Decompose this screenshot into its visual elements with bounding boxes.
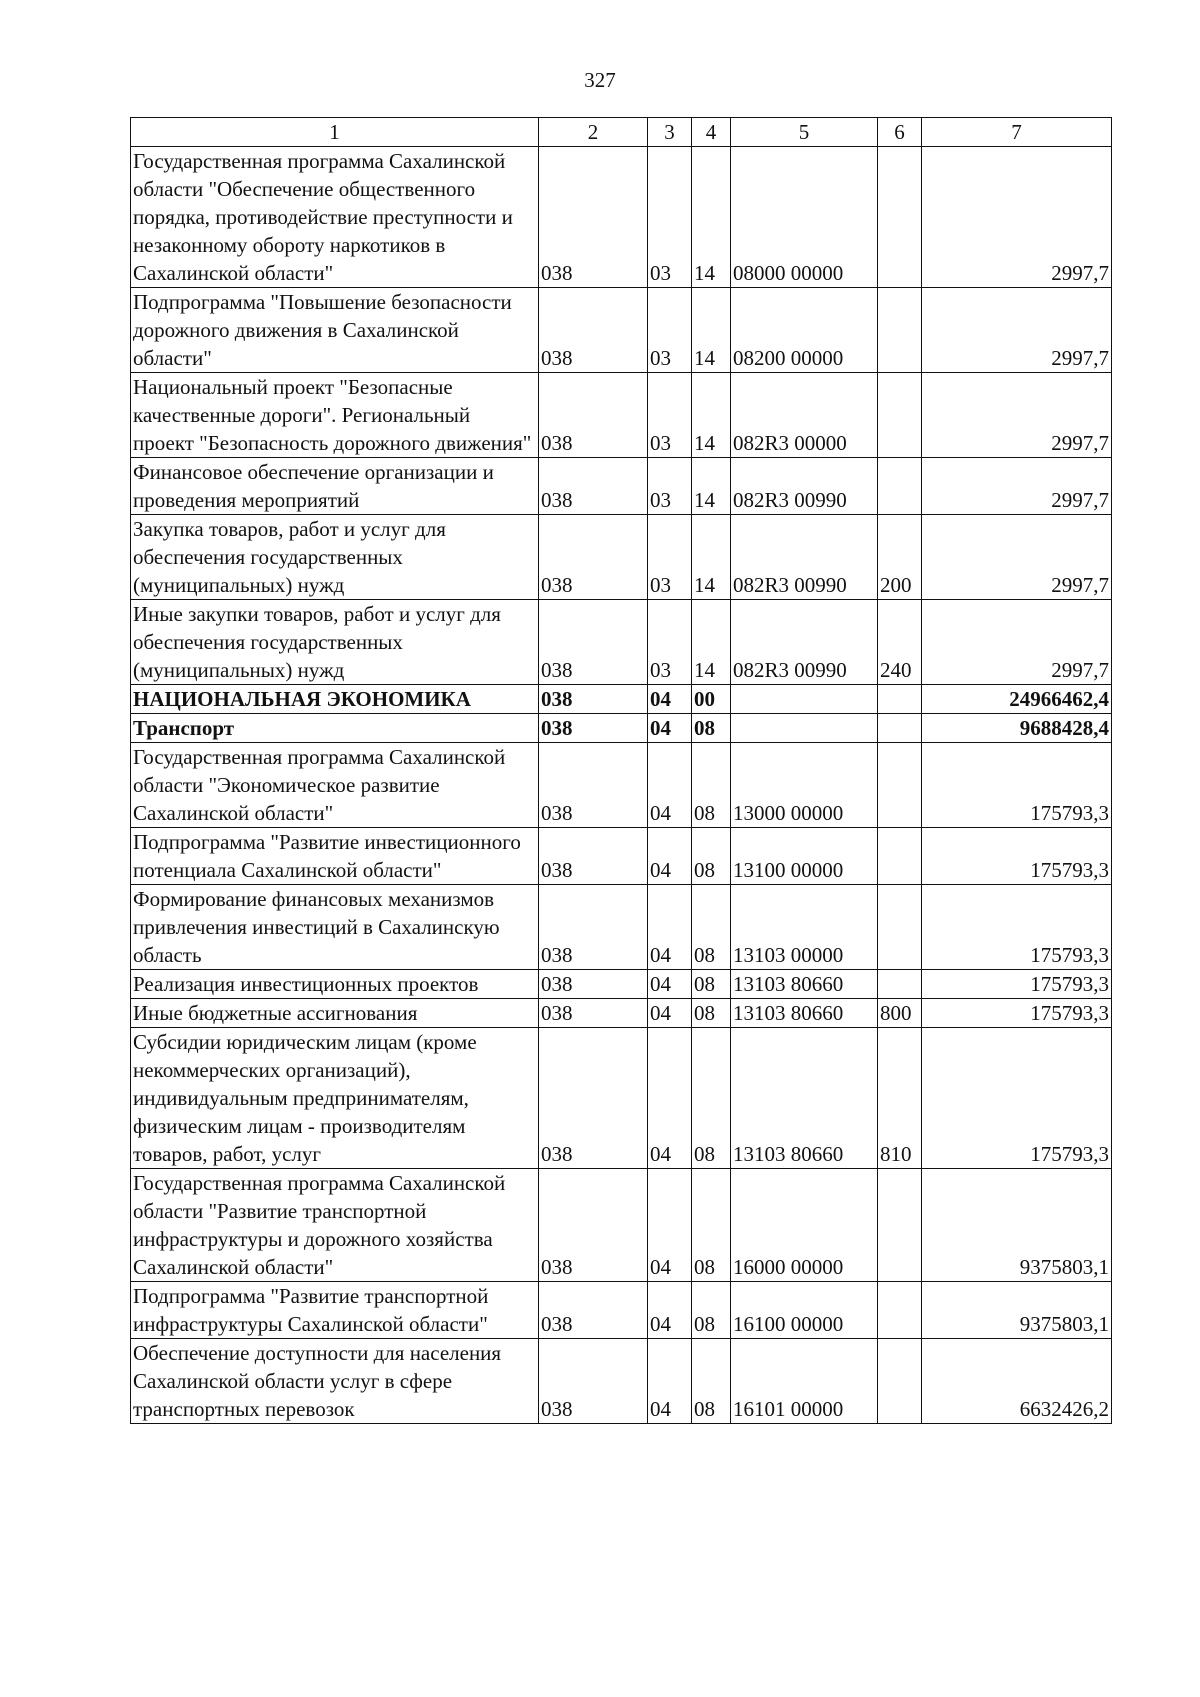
- row-name: НАЦИОНАЛЬНАЯ ЭКОНОМИКА: [131, 685, 539, 714]
- row-subsection-code: 08: [692, 970, 731, 999]
- row-name: Субсидии юридическим лицам (кроме некоммерческих организаций), индивидуальным предпринимателям, физическим лицам - производителям товаров, работ, услуг: [131, 1028, 539, 1169]
- row-amount: 175793,3: [922, 1028, 1112, 1169]
- row-gr-code: 038: [539, 1169, 648, 1282]
- row-expense-type: [878, 714, 922, 743]
- row-name: Подпрограмма "Развитие транспортной инфраструктуры Сахалинской области": [131, 1282, 539, 1339]
- row-target-article: 16101 00000: [731, 1339, 878, 1424]
- table-body: [131, 147, 1112, 1424]
- row-amount: 9375803,1: [922, 1282, 1112, 1339]
- row-section-code: 04: [648, 685, 692, 714]
- row-section-code: 04: [648, 714, 692, 743]
- table-row: [131, 714, 1112, 743]
- budget-table: [130, 117, 1112, 1424]
- row-amount: 9688428,4: [922, 714, 1112, 743]
- table-row: [131, 828, 1112, 885]
- row-target-article: 13103 80660: [731, 999, 878, 1028]
- row-section-code: 03: [648, 515, 692, 600]
- row-name: Государственная программа Сахалинской области "Обеспечение общественного порядка, противодействие преступности и незаконному обороту наркотиков в Сахалинской области": [131, 147, 539, 288]
- table-row: [131, 147, 1112, 288]
- row-expense-type: 240: [878, 600, 922, 685]
- row-section-code: 04: [648, 828, 692, 885]
- row-amount: 2997,7: [922, 147, 1112, 288]
- row-subsection-code: 08: [692, 743, 731, 828]
- table-row: [131, 600, 1112, 685]
- row-name: Подпрограмма "Повышение безопасности дорожного движения в Сахалинской области": [131, 288, 539, 373]
- row-subsection-code: 14: [692, 515, 731, 600]
- column-header-5: 5: [731, 118, 878, 147]
- row-amount: 175793,3: [922, 970, 1112, 999]
- row-amount: 175793,3: [922, 743, 1112, 828]
- table-row: [131, 999, 1112, 1028]
- row-section-code: 03: [648, 458, 692, 515]
- row-expense-type: 200: [878, 515, 922, 600]
- row-target-article: 082R3 00990: [731, 458, 878, 515]
- row-expense-type: [878, 743, 922, 828]
- row-subsection-code: 08: [692, 1282, 731, 1339]
- row-amount: 2997,7: [922, 600, 1112, 685]
- row-expense-type: [878, 1169, 922, 1282]
- row-gr-code: 038: [539, 999, 648, 1028]
- row-gr-code: 038: [539, 373, 648, 458]
- row-expense-type: [878, 458, 922, 515]
- row-name: Финансовое обеспечение организации и проведения мероприятий: [131, 458, 539, 515]
- row-amount: 175793,3: [922, 828, 1112, 885]
- row-gr-code: 038: [539, 600, 648, 685]
- table-row: [131, 458, 1112, 515]
- table-row: [131, 1339, 1112, 1424]
- table-row: [131, 743, 1112, 828]
- row-section-code: 04: [648, 885, 692, 970]
- row-expense-type: 800: [878, 999, 922, 1028]
- row-gr-code: 038: [539, 714, 648, 743]
- row-target-article: 13103 80660: [731, 970, 878, 999]
- row-target-article: 08000 00000: [731, 147, 878, 288]
- row-expense-type: [878, 1339, 922, 1424]
- row-name: Формирование финансовых механизмов привлечения инвестиций в Сахалинскую область: [131, 885, 539, 970]
- page-number: 327: [584, 68, 616, 92]
- table-row: [131, 970, 1112, 999]
- header-row: [131, 118, 1112, 147]
- row-target-article: 16000 00000: [731, 1169, 878, 1282]
- row-gr-code: 038: [539, 828, 648, 885]
- row-gr-code: 038: [539, 743, 648, 828]
- table-row: [131, 885, 1112, 970]
- table-row: [131, 515, 1112, 600]
- row-section-code: 04: [648, 1282, 692, 1339]
- row-gr-code: 038: [539, 1028, 648, 1169]
- column-header-3: 3: [648, 118, 692, 147]
- row-gr-code: 038: [539, 1339, 648, 1424]
- row-subsection-code: 14: [692, 458, 731, 515]
- row-section-code: 03: [648, 147, 692, 288]
- row-section-code: 04: [648, 999, 692, 1028]
- row-section-code: 04: [648, 1169, 692, 1282]
- row-target-article: 13103 80660: [731, 1028, 878, 1169]
- row-expense-type: [878, 373, 922, 458]
- column-header-7: 7: [922, 118, 1112, 147]
- row-subsection-code: 14: [692, 288, 731, 373]
- row-gr-code: 038: [539, 288, 648, 373]
- row-expense-type: 810: [878, 1028, 922, 1169]
- row-name: Реализация инвестиционных проектов: [131, 970, 539, 999]
- row-target-article: 08200 00000: [731, 288, 878, 373]
- row-subsection-code: 08: [692, 714, 731, 743]
- row-subsection-code: 08: [692, 885, 731, 970]
- row-expense-type: [878, 970, 922, 999]
- row-section-code: 03: [648, 288, 692, 373]
- row-subsection-code: 08: [692, 828, 731, 885]
- table-row: [131, 1282, 1112, 1339]
- table-row: [131, 1169, 1112, 1282]
- table-row: [131, 685, 1112, 714]
- row-section-code: 03: [648, 373, 692, 458]
- row-gr-code: 038: [539, 147, 648, 288]
- row-target-article: 13000 00000: [731, 743, 878, 828]
- row-amount: 9375803,1: [922, 1169, 1112, 1282]
- table-row: [131, 1028, 1112, 1169]
- table-row: [131, 373, 1112, 458]
- row-gr-code: 038: [539, 1282, 648, 1339]
- row-subsection-code: 08: [692, 1028, 731, 1169]
- row-subsection-code: 00: [692, 685, 731, 714]
- row-name: Государственная программа Сахалинской области "Развитие транспортной инфраструктуры и дорожного хозяйства Сахалинской области": [131, 1169, 539, 1282]
- row-subsection-code: 14: [692, 147, 731, 288]
- row-name: Государственная программа Сахалинской области "Экономическое развитие Сахалинской области": [131, 743, 539, 828]
- row-amount: 2997,7: [922, 458, 1112, 515]
- row-expense-type: [878, 885, 922, 970]
- row-subsection-code: 08: [692, 1169, 731, 1282]
- row-name: Транспорт: [131, 714, 539, 743]
- row-gr-code: 038: [539, 685, 648, 714]
- row-gr-code: 038: [539, 970, 648, 999]
- row-amount: 2997,7: [922, 288, 1112, 373]
- row-name: Закупка товаров, работ и услуг для обеспечения государственных (муниципальных) нужд: [131, 515, 539, 600]
- row-target-article: 13100 00000: [731, 828, 878, 885]
- row-amount: 175793,3: [922, 885, 1112, 970]
- row-section-code: 04: [648, 743, 692, 828]
- row-name: Иные бюджетные ассигнования: [131, 999, 539, 1028]
- row-amount: 2997,7: [922, 515, 1112, 600]
- row-section-code: 04: [648, 1339, 692, 1424]
- row-gr-code: 038: [539, 885, 648, 970]
- row-target-article: [731, 685, 878, 714]
- row-subsection-code: 14: [692, 600, 731, 685]
- column-header-1: 1: [131, 118, 539, 147]
- row-amount: 175793,3: [922, 999, 1112, 1028]
- row-expense-type: [878, 288, 922, 373]
- column-header-2: 2: [539, 118, 648, 147]
- row-section-code: 04: [648, 1028, 692, 1169]
- table-row: [131, 288, 1112, 373]
- row-section-code: 04: [648, 970, 692, 999]
- row-target-article: 082R3 00990: [731, 600, 878, 685]
- row-target-article: 13103 00000: [731, 885, 878, 970]
- row-gr-code: 038: [539, 458, 648, 515]
- row-name: Национальный проект "Безопасные качественные дороги". Региональный проект "Безопасность дорожного движения": [131, 373, 539, 458]
- row-name: Обеспечение доступности для населения Сахалинской области услуг в сфере транспортных перевозок: [131, 1339, 539, 1424]
- row-amount: 2997,7: [922, 373, 1112, 458]
- row-target-article: 082R3 00000: [731, 373, 878, 458]
- row-name: Подпрограмма "Развитие инвестиционного потенциала Сахалинской области": [131, 828, 539, 885]
- row-expense-type: [878, 828, 922, 885]
- row-target-article: 16100 00000: [731, 1282, 878, 1339]
- row-amount: 24966462,4: [922, 685, 1112, 714]
- row-gr-code: 038: [539, 515, 648, 600]
- row-expense-type: [878, 147, 922, 288]
- row-expense-type: [878, 685, 922, 714]
- column-header-6: 6: [878, 118, 922, 147]
- row-subsection-code: 08: [692, 1339, 731, 1424]
- row-amount: 6632426,2: [922, 1339, 1112, 1424]
- row-target-article: [731, 714, 878, 743]
- row-subsection-code: 08: [692, 999, 731, 1028]
- row-target-article: 082R3 00990: [731, 515, 878, 600]
- row-subsection-code: 14: [692, 373, 731, 458]
- row-section-code: 03: [648, 600, 692, 685]
- row-expense-type: [878, 1282, 922, 1339]
- row-name: Иные закупки товаров, работ и услуг для обеспечения государственных (муниципальных) нужд: [131, 600, 539, 685]
- column-header-4: 4: [692, 118, 731, 147]
